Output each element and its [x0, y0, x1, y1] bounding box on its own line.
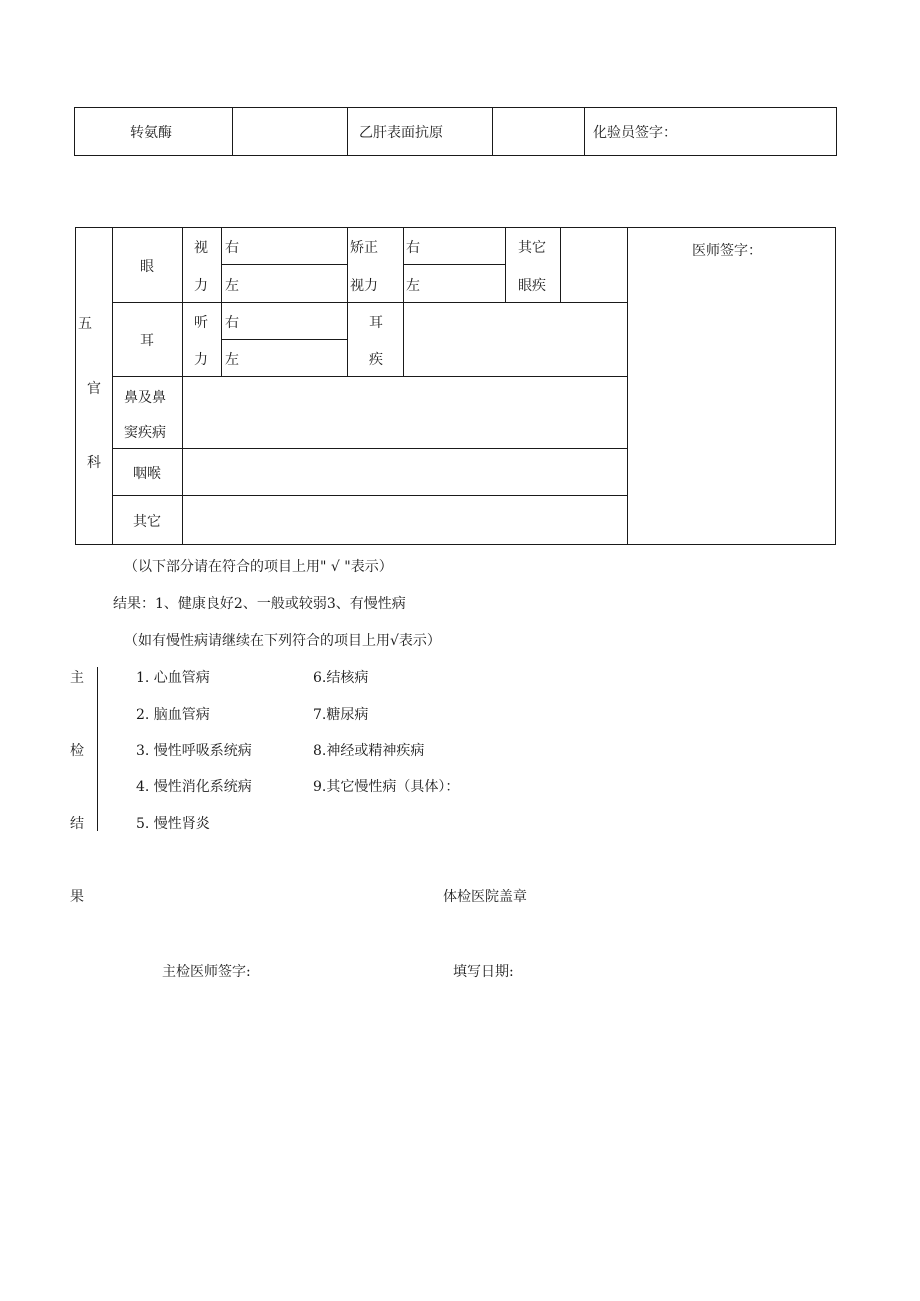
disease-item[interactable]: 5. 慢性肾炎 [136, 816, 210, 832]
disease-item[interactable]: 2. 脑血管病 [136, 707, 210, 723]
ent-exam-table [75, 227, 836, 545]
hearing-right-label: 右 [225, 315, 239, 331]
nose-label: 窦疾病 [124, 425, 166, 441]
ear-disease-label: 疾 [369, 352, 383, 368]
transaminase-label: 转氨酶 [130, 125, 172, 141]
table-divider [112, 227, 113, 545]
corrected-left-label: 左 [406, 278, 420, 294]
disease-item[interactable]: 6.结核病 [313, 670, 369, 686]
corrected-right-label: 右 [406, 240, 420, 256]
transaminase-value[interactable] [240, 122, 340, 142]
vision-label: 力 [194, 278, 208, 294]
disease-item[interactable]: 7.糖尿病 [313, 707, 369, 723]
table-divider [347, 107, 348, 156]
section-label-char: 科 [87, 455, 101, 471]
table-divider [505, 227, 506, 302]
conclusion-side-char: 结 [70, 816, 84, 832]
conclusion-side-char: 检 [70, 743, 84, 759]
hearing-left-label: 左 [225, 352, 239, 368]
fill-date-label: 填写日期: [453, 964, 514, 980]
hbsag-label: 乙肝表面抗原 [359, 125, 443, 141]
hbsag-value[interactable] [500, 122, 580, 142]
instruction-line: （以下部分请在符合的项目上用" √ "表示） [124, 559, 393, 575]
table-divider [112, 302, 627, 303]
table-divider [627, 227, 628, 545]
chief-doctor-signature-label: 主检医师签字: [162, 964, 251, 980]
disease-item[interactable]: 9.其它慢性病（具体）： [313, 779, 460, 795]
hospital-seal-label: 体检医院盖章 [443, 889, 527, 905]
table-divider [221, 264, 347, 265]
table-divider [584, 107, 585, 156]
instruction-line: （如有慢性病请继续在下列符合的项目上用√表示） [124, 633, 441, 649]
table-divider [221, 339, 347, 340]
conclusion-side-char: 主 [70, 670, 84, 686]
vision-label: 视 [194, 240, 208, 256]
corrected-vision-label: 矫正 [350, 240, 378, 256]
lab-tech-signature-label: 化验员签字： [593, 125, 677, 141]
hearing-label: 力 [194, 352, 208, 368]
disease-item[interactable]: 3. 慢性呼吸系统病 [136, 743, 252, 759]
table-divider [112, 448, 627, 449]
ear-label: 耳 [140, 333, 154, 349]
table-divider [182, 227, 183, 545]
table-divider [112, 376, 627, 377]
conclusion-bracket [97, 667, 98, 831]
eye-label: 眼 [140, 259, 154, 275]
table-divider [560, 227, 561, 302]
vision-left-label: 左 [225, 278, 239, 294]
section-label-char: 官 [87, 381, 101, 397]
doctor-signature-label: 医师签字： [692, 243, 762, 259]
result-options: 结果：1、健康良好2、一般或较弱3、有慢性病 [113, 596, 406, 612]
vision-right-label: 右 [225, 240, 239, 256]
section-label-char: 五 [78, 316, 92, 332]
lab-results-table [74, 107, 837, 156]
other-eye-disease-label: 眼疾 [518, 278, 546, 294]
nose-label: 鼻及鼻 [124, 390, 166, 406]
disease-item[interactable]: 8.神经或精神疾病 [313, 743, 425, 759]
ear-disease-label: 耳 [369, 315, 383, 331]
corrected-vision-label: 视力 [350, 278, 378, 294]
hearing-label: 听 [194, 315, 208, 331]
table-divider [232, 107, 233, 156]
disease-item[interactable]: 4. 慢性消化系统病 [136, 779, 252, 795]
throat-label: 咽喉 [133, 466, 161, 482]
other-label: 其它 [133, 514, 161, 530]
table-divider [403, 264, 505, 265]
disease-item[interactable]: 1. 心血管病 [136, 670, 210, 686]
table-divider [492, 107, 493, 156]
other-eye-disease-label: 其它 [518, 240, 546, 256]
table-divider [112, 495, 627, 496]
conclusion-side-char: 果 [70, 889, 84, 905]
